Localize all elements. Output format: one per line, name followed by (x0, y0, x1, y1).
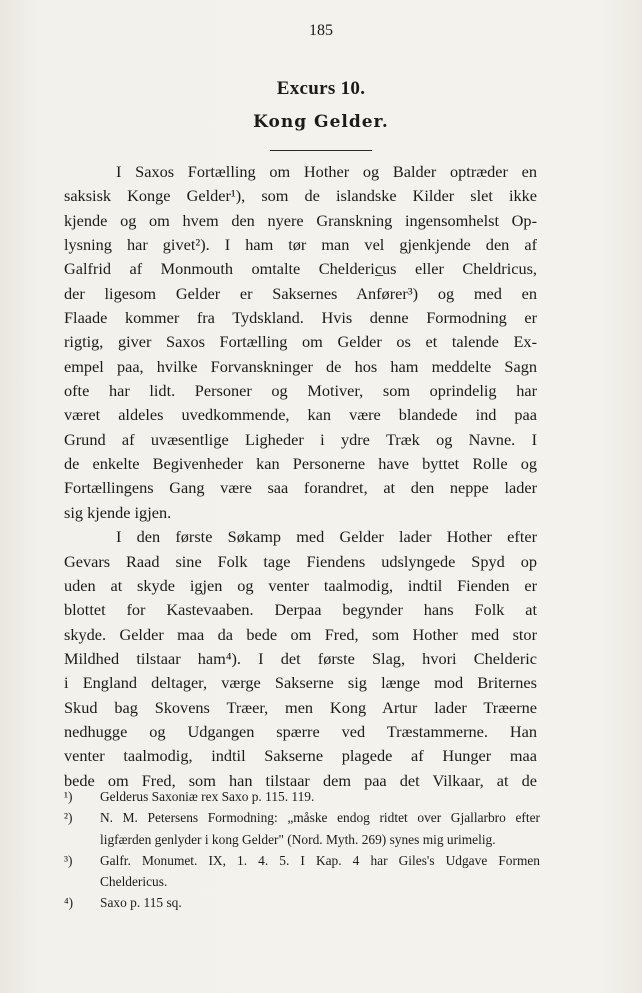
text-line: venter taalmodig, indtil Sakserne plagede af Hunger maa (64, 746, 537, 766)
text-line: bede om Fred, som han tilstaar dem paa det Vilkaar, at de (64, 770, 537, 790)
footnote-line: ligfærden genlyder i kong Gelder" (Nord. Myth. 269) synes mig urimelig. (100, 831, 496, 847)
footnote-line: Cheldericus. (100, 874, 168, 890)
paragraph-1 (64, 160, 537, 525)
footnote-line: Saxo p. 115 sq. (100, 895, 182, 911)
paragraph-2 (64, 525, 537, 793)
footnote-3 (64, 850, 540, 893)
footnotes (64, 786, 540, 914)
text-line: I den første Søkamp med Gelder lader Hother efter (116, 527, 537, 547)
text-line: nedhugge og Udgangen spærre ved Træstammerne. Han (64, 721, 537, 741)
text-line: rigtig, giver Saxos Fortælling om Gelder os et talende Ex- (64, 332, 537, 352)
footnote-line: Gelderus Saxoniæ rex Saxo p. 115. 119. (100, 789, 315, 804)
footnote-line: N. M. Petersens Formodning: „måske endog ridtet over Gjallarbro efter (100, 810, 540, 826)
footnote-marker: ²) (64, 810, 73, 826)
footnote-marker: ¹) (64, 789, 73, 804)
text-line: der ligesom Gelder er Saksernes Anfører³) og med en (64, 283, 537, 303)
text-line: sig kjende igjen. (64, 502, 172, 522)
text-line: Gevars Raad sine Folk tage Fiendens udslyngede Spyd op (64, 551, 537, 571)
text-line: lysning har givet²). I ham tør man vel gjenkjende den af (64, 235, 537, 255)
text-line: Fortællingens Gang være saa forandret, at den neppe lader (64, 478, 537, 498)
footnote-line: Galfr. Monumet. IX, 1. 4. 5. I Kap. 4 har Giles's Udgave Formen (100, 852, 540, 868)
text-line: kjende og om hvem den nyere Granskning ingensomhelst Op- (64, 210, 537, 230)
heading-divider (270, 150, 372, 151)
excurs-heading: Excurs 10. (276, 78, 366, 99)
footnote-1 (64, 786, 540, 807)
text-line: Skud bag Skovens Træer, men Kong Artur lader Træerne (64, 697, 537, 717)
text-line: Mildhed tilstaar ham⁴). I det første Slag, hvori Chelderic (64, 648, 537, 668)
footnote-marker: ³) (64, 852, 73, 868)
text-line: empel paa, hvilke Forvanskninger de hos ham meddelte Sagn (64, 356, 537, 376)
text-line: Grund af uvæsentlige Ligheder i ydre Træk og Navne. I (64, 429, 537, 449)
text-line: I Saxos Fortælling om Hother og Balder optræder en (116, 162, 537, 181)
text-line: saksisk Konge Gelder¹), som de islandske Kilder slet ikke (64, 186, 537, 206)
section-subtitle: Kong Gelder. (253, 112, 389, 132)
text-line: uden at skyde igjen og venter taalmodig, indtil Fienden er (64, 575, 537, 595)
footnote-2 (64, 807, 540, 850)
text-line: Flaade kommer fra Tydskland. Hvis denne Formodning er (64, 308, 537, 328)
footnote-marker: ⁴) (64, 895, 74, 911)
text-line: blottet for Kastevaaben. Derpaa begynder hans Folk at (64, 600, 537, 620)
footnote-4 (64, 892, 540, 913)
text-line: de enkelte Begivenheder kan Personerne have byttet Rolle og (64, 454, 537, 474)
text-line: i England deltager, værge Sakserne sig længe mod Briternes (64, 673, 537, 693)
text-line: ofte har lidt. Personer og Motiver, som oprindelig har (64, 381, 537, 401)
text-line: skyde. Gelder maa da bede om Fred, som Hother med stor (64, 624, 537, 644)
text-line: Galfrid af Monmouth omtalte Chelderic̲us eller Cheldricus, (64, 259, 537, 279)
page-number: 185 (309, 22, 333, 39)
text-line: været aldeles uvedkommende, kan være blandede ind paa (64, 405, 537, 425)
body-text (64, 160, 537, 793)
